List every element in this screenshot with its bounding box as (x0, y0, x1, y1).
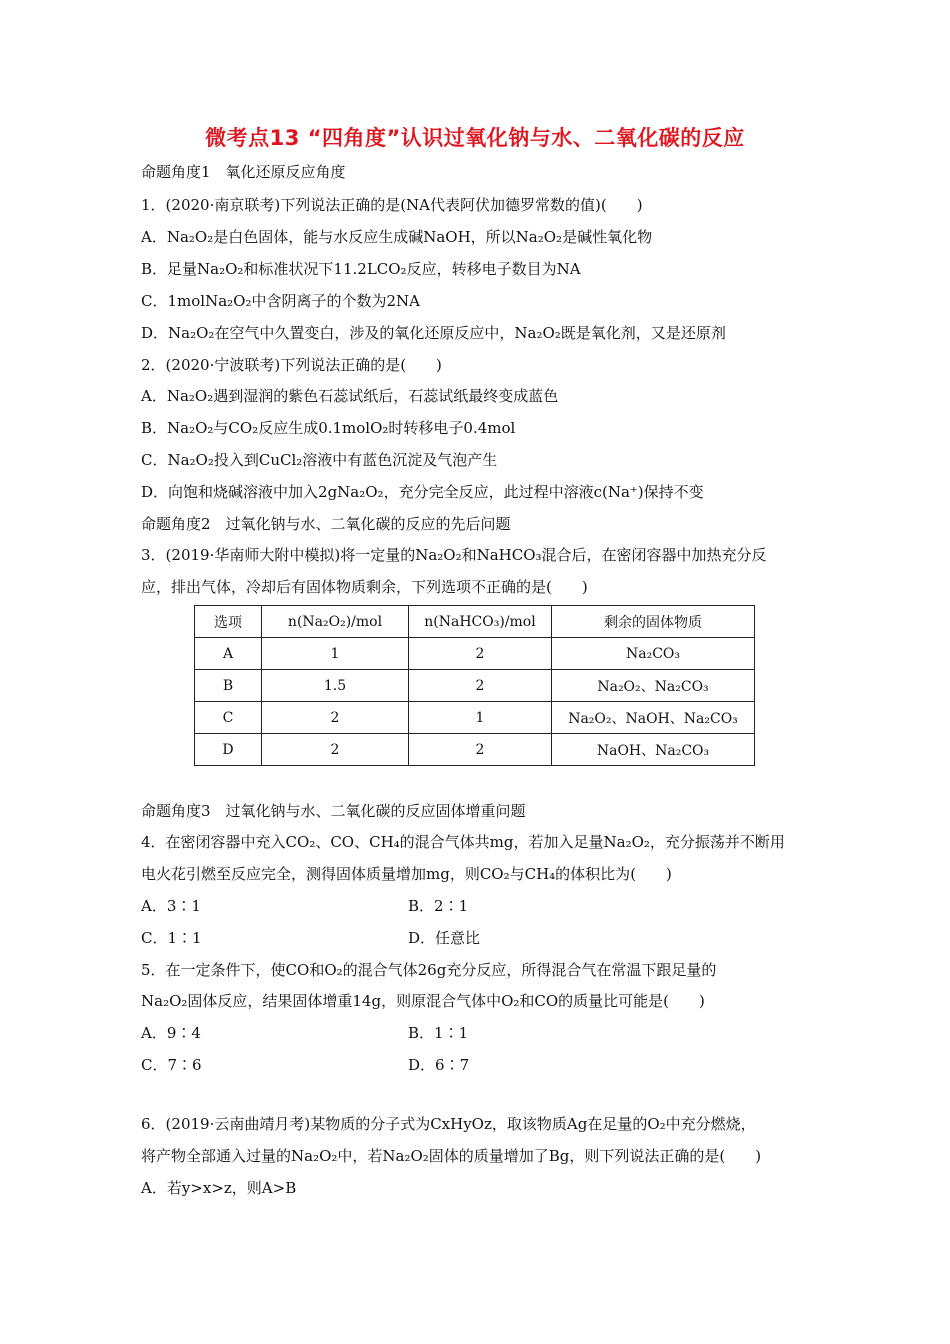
table-cell: 2 (409, 734, 552, 766)
table-cell: A (195, 638, 262, 670)
table-header-cell: 选项 (195, 606, 262, 638)
table-cell: B (195, 670, 262, 702)
question-2-stem: 2．(2020·宁波联考)下列说法正确的是( ) (141, 356, 442, 374)
question-4-option-d: D．任意比 (408, 929, 481, 947)
table-row (195, 670, 755, 702)
table-cell: 1.5 (262, 670, 409, 702)
table-cell: 2 (409, 638, 552, 670)
question-5-option-a: A．9∶4 (141, 1024, 201, 1042)
table-row (195, 638, 755, 670)
question-1-option-d: D．Na₂O₂在空气中久置变白，涉及的氧化还原反应中，Na₂O₂既是氧化剂，又是还原剂 (141, 324, 726, 342)
question-5-option-d: D．6∶7 (408, 1056, 470, 1074)
question-1-option-a: A．Na₂O₂是白色固体，能与水反应生成碱NaOH，所以Na₂O₂是碱性氧化物 (141, 228, 653, 246)
question-5-stem-line2: Na₂O₂固体反应，结果固体增重14g，则原混合气体中O₂和CO的质量比可能是( ) (141, 992, 705, 1010)
question-3-stem-line1: 3．(2019·华南师大附中模拟)将一定量的Na₂O₂和NaHCO₃混合后，在密闭容器中加热充分反 (141, 546, 767, 564)
question-5-option-c: C．7∶6 (141, 1056, 202, 1074)
question-4-option-b: B．2∶1 (408, 897, 469, 915)
question-4-option-c: C．1∶1 (141, 929, 202, 947)
question-2-option-d: D．向饱和烧碱溶液中加入2gNa₂O₂，充分完全反应，此过程中溶液c(Na⁺)保持不变 (141, 483, 704, 501)
table-row (195, 734, 755, 766)
question-6-option-a: A．若y>x>z，则A>B (141, 1179, 297, 1197)
table-header-cell: n(NaHCO₃)/mol (409, 606, 552, 638)
table-cell: Na₂O₂、Na₂CO₃ (552, 670, 755, 702)
table-header-cell: 剩余的固体物质 (552, 606, 755, 638)
table-cell: D (195, 734, 262, 766)
question-1-option-b: B．足量Na₂O₂和标准状况下11.2LCO₂反应，转移电子数目为NA (141, 260, 581, 278)
question-4-option-a: A．3∶1 (141, 897, 201, 915)
table-header-row (195, 606, 755, 638)
table-cell: 1 (262, 638, 409, 670)
table-cell: 1 (409, 702, 552, 734)
question-2-option-a: A．Na₂O₂遇到湿润的紫色石蕊试纸后，石蕊试纸最终变成蓝色 (141, 387, 559, 405)
page-title: 微考点13 “四角度”认识过氧化钠与水、二氧化碳的反应 (205, 126, 745, 150)
table-cell: Na₂CO₃ (552, 638, 755, 670)
section-heading-angle3: 命题角度3 过氧化钠与水、二氧化碳的反应固体增重问题 (141, 802, 526, 820)
question-4-stem-line2: 电火花引燃至反应完全，测得固体质量增加mg，则CO₂与CH₄的体积比为( ) (141, 865, 672, 883)
table-header-cell: n(Na₂O₂)/mol (262, 606, 409, 638)
section-heading-angle1: 命题角度1 氧化还原反应角度 (141, 163, 346, 181)
table-cell: 2 (262, 734, 409, 766)
table-cell: 2 (262, 702, 409, 734)
section-heading-angle2: 命题角度2 过氧化钠与水、二氧化碳的反应的先后问题 (141, 515, 511, 533)
question-5-stem-line1: 5．在一定条件下，使CO和O₂的混合气体26g充分反应，所得混合气在常温下跟足量的 (141, 961, 717, 979)
question-1-option-c: C．1molNa₂O₂中含阴离子的个数为2NA (141, 292, 420, 310)
question-6-stem-line1: 6．(2019·云南曲靖月考)某物质的分子式为CxHyOz，取该物质Ag在足量的O₂中充分燃烧， (141, 1115, 756, 1133)
question-3-table (194, 605, 755, 766)
table-cell: Na₂O₂、NaOH、Na₂CO₃ (552, 702, 755, 734)
question-3-stem-line2: 应，排出气体，冷却后有固体物质剩余，下列选项不正确的是( ) (141, 578, 588, 596)
table-cell: C (195, 702, 262, 734)
question-6-stem-line2: 将产物全部通入过量的Na₂O₂中，若Na₂O₂固体的质量增加了Bg，则下列说法正确的是( ) (141, 1147, 762, 1165)
table-row (195, 702, 755, 734)
question-5-option-b: B．1∶1 (408, 1024, 469, 1042)
question-1-stem: 1．(2020·南京联考)下列说法正确的是(NA代表阿伏加德罗常数的值)( ) (141, 196, 643, 214)
question-2-option-b: B．Na₂O₂与CO₂反应生成0.1molO₂时转移电子0.4mol (141, 419, 516, 437)
table-cell: 2 (409, 670, 552, 702)
question-4-stem-line1: 4．在密闭容器中充入CO₂、CO、CH₄的混合气体共mg，若加入足量Na₂O₂，充分振荡并不断用 (141, 833, 785, 851)
question-2-option-c: C．Na₂O₂投入到CuCl₂溶液中有蓝色沉淀及气泡产生 (141, 451, 498, 469)
table-cell: NaOH、Na₂CO₃ (552, 734, 755, 766)
